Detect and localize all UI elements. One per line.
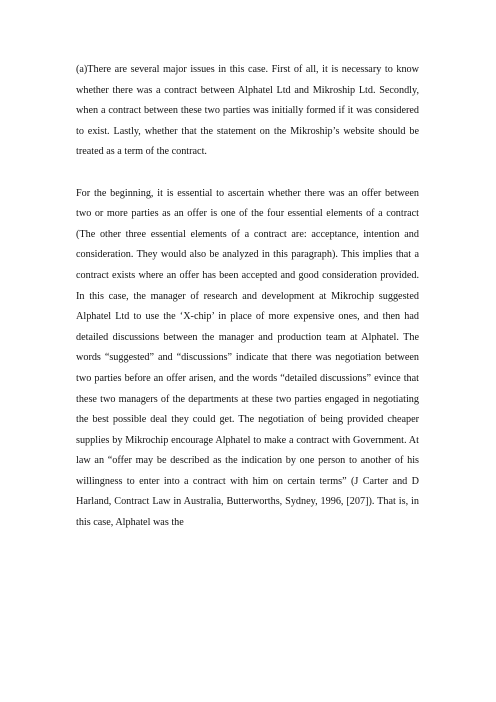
paragraph-offer-analysis: For the beginning, it is essential to ascertain whether there was an offer between two or more parties as an offer is one of the four essential elements of a contract (The other three essential elements of a contract are: acceptance, intention and consideration. They would also be analyzed in this paragraph). This implies that a contract exists where an offer has been accepted and good consideration provided. In this case, the manager of research and development at Mikrochip suggested Alphatel Ltd to use the ‘X-chip’ in place of more expensive ones, and then had detailed discussions between the manager and production team at Alphatel. The words “suggested” and “discussions” indicate that there was negotiation between two parties before an offer arisen, and the words “detailed discussions” evince that these two managers of the departments at these two parties engaged in negotiating the best possible deal they could get. The negotiation of being provided cheaper supplies by Mikrochip encourage Alphatel to make a contract with Government. At law an “offer may be described as the indication by one person to another of his willingness to enter into a contract with him on certain terms” (J Carter and D Harland, Contract Law in Australia, Butterworths, Sydney, 1996, [207]). That is, in this case, Alphatel was the <box>76 187 419 529</box>
paragraph-issues: (a)There are several major issues in this case. First of all, it is necessary to know whether there was a contract between Alphatel Ltd and Mikroship Ltd. Secondly, when a contract between these two parties was initially formed if it was considered to exist. Lastly, whether that the statement on the Mikroship’s website should be treated as a term of the contract. <box>76 64 419 158</box>
document-body <box>76 60 419 534</box>
